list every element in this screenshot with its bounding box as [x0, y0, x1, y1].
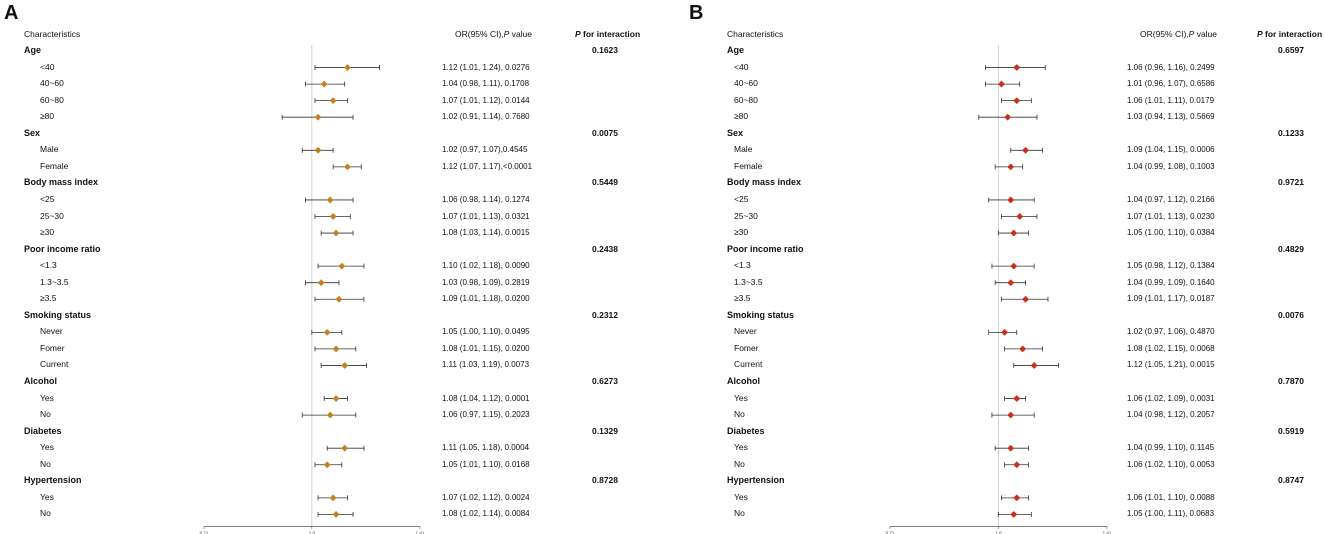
group-label: Diabetes [727, 425, 765, 436]
group-label: Poor income ratio [24, 243, 101, 254]
or-ci-text: 1.10 (1.02, 1.18), 0.0090 [442, 261, 530, 271]
group-label: Hypertension [24, 475, 82, 486]
point-estimate-diamond [1008, 412, 1014, 418]
or-ci-text: 1.07 (1.02, 1.12), 0.0024 [442, 492, 530, 502]
or-ci-text: 1.04 (0.97, 1.12), 0.2166 [1127, 194, 1215, 204]
point-estimate-diamond [1011, 230, 1017, 236]
subgroup-label: Yes [734, 442, 748, 453]
subgroup-label: Female [40, 160, 69, 171]
point-estimate-diamond [1022, 147, 1028, 153]
group-label: Age [727, 45, 745, 55]
point-estimate-diamond [1008, 197, 1014, 203]
point-estimate-diamond [1008, 164, 1014, 170]
group-label: Poor income ratio [727, 243, 804, 254]
point-estimate-diamond [1001, 329, 1007, 335]
x-axis-tick-label: 1.0 [995, 530, 1002, 534]
p-interaction-value: 0.9721 [1278, 177, 1304, 188]
subgroup-label: No [40, 409, 51, 420]
subgroup-label: Never [734, 326, 757, 337]
subgroup-label: No [734, 409, 745, 420]
header-characteristics: Characteristics [24, 29, 81, 39]
p-interaction-value: 0.8747 [1278, 475, 1304, 486]
or-ci-text: 1.04 (0.98, 1.12), 0.2057 [1127, 410, 1215, 420]
x-axis-tick-label: 1.0 [308, 530, 315, 534]
x-axis-tick-label: 1.41 [1102, 530, 1112, 534]
group-label: Smoking status [24, 309, 92, 320]
header-pint-italic: P [1257, 29, 1263, 39]
subgroup-label: 40~60 [734, 78, 758, 89]
header-pint-suffix: for interaction [1262, 29, 1323, 39]
or-ci-text: 1.12 (1.05, 1.21), 0.0015 [1127, 360, 1215, 370]
subgroup-label: 25~30 [734, 210, 758, 221]
group-label: Hypertension [727, 475, 785, 486]
p-interaction-value: 0.2312 [592, 309, 618, 320]
subgroup-label: Fomer [734, 342, 759, 353]
p-interaction-value: 0.2438 [592, 243, 618, 254]
header-or-text: OR(95% CI), [1140, 29, 1189, 39]
p-interaction-value: 0.4829 [1278, 243, 1304, 254]
point-estimate-diamond [1022, 296, 1028, 302]
or-ci-text: 1.06 (1.02, 1.09), 0.0031 [1127, 393, 1215, 403]
or-ci-text: 1.05 (1.01, 1.10), 0.0168 [442, 459, 530, 469]
subgroup-label: 25~30 [40, 210, 64, 221]
subgroup-label: Yes [40, 392, 54, 403]
subgroup-label: Male [734, 144, 753, 155]
point-estimate-diamond [1014, 395, 1020, 401]
subgroup-label: ≥30 [40, 227, 55, 238]
header-p-suffix: value [509, 29, 533, 39]
or-ci-text: 1.04 (0.99, 1.10), 0.1145 [1127, 443, 1215, 453]
point-estimate-diamond [1011, 511, 1017, 517]
header-pint-italic: P [575, 29, 581, 39]
header-or-text: OR(95% CI), [455, 29, 504, 39]
subgroup-label: <1.3 [734, 260, 751, 271]
group-label: Alcohol [727, 376, 760, 386]
x-axis-tick-label: 1.41 [415, 530, 425, 534]
or-ci-text: 1.05 (0.98, 1.12), 0.1384 [1127, 261, 1215, 271]
or-ci-text: 1.02 (0.97, 1.07),0.4545 [442, 145, 528, 155]
or-ci-text: 1.05 (1.00, 1.10), 0.0495 [442, 327, 530, 337]
group-label: Body mass index [24, 177, 99, 188]
p-interaction-value: 0.1623 [592, 45, 618, 55]
or-ci-text: 1.01 (0.96, 1.07), 0.6586 [1127, 79, 1215, 89]
p-interaction-value: 0.6597 [1278, 45, 1304, 55]
p-interaction-value: 0.8728 [592, 475, 618, 486]
subgroup-label: ≥30 [734, 227, 749, 238]
p-interaction-value: 0.0076 [1278, 309, 1304, 320]
p-interaction-value: 0.7870 [1278, 376, 1304, 386]
or-ci-text: 1.08 (1.02, 1.14), 0.0084 [442, 509, 530, 519]
point-estimate-diamond [1019, 346, 1025, 352]
p-interaction-value: 0.6273 [592, 376, 618, 386]
point-estimate-diamond [1014, 97, 1020, 103]
p-interaction-value: 0.5919 [1278, 425, 1304, 436]
subgroup-label: Current [734, 359, 763, 370]
panel-label: A [4, 2, 19, 24]
or-ci-text: 1.08 (1.01, 1.15), 0.0200 [442, 343, 530, 353]
subgroup-label: No [40, 508, 51, 519]
or-ci-text: 1.12 (1.01, 1.24), 0.0276 [442, 62, 530, 72]
subgroup-label: Yes [40, 442, 54, 453]
p-interaction-value: 0.1329 [592, 425, 618, 436]
subgroup-label: ≥80 [40, 111, 55, 122]
group-label: Sex [24, 127, 41, 138]
or-ci-text: 1.12 (1.07, 1.17),<0.0001 [442, 161, 533, 171]
or-ci-text: 1.08 (1.02, 1.15), 0.0068 [1127, 343, 1215, 353]
point-estimate-diamond [1004, 114, 1010, 120]
panel-label: B [689, 2, 704, 24]
p-interaction-value: 0.1233 [1278, 127, 1304, 138]
subgroup-label: ≥3.5 [40, 293, 57, 304]
p-interaction-value: 0.0075 [592, 127, 618, 138]
group-label: Diabetes [24, 425, 62, 436]
point-estimate-diamond [1014, 64, 1020, 70]
or-ci-text: 1.07 (1.01, 1.13), 0.0230 [1127, 211, 1215, 221]
group-label: Age [24, 45, 42, 55]
or-ci-text: 1.06 (1.01, 1.10), 0.0088 [1127, 492, 1215, 502]
or-ci-text: 1.04 (0.98, 1.11), 0.1708 [442, 79, 530, 89]
subgroup-label: No [40, 458, 51, 469]
subgroup-label: <40 [734, 61, 749, 72]
subgroup-label: <1.3 [40, 260, 57, 271]
or-ci-text: 1.05 (1.00, 1.10), 0.0384 [1127, 228, 1215, 238]
subgroup-label: <40 [40, 61, 55, 72]
group-label: Body mass index [727, 177, 802, 188]
subgroup-label: <25 [734, 193, 749, 204]
or-ci-text: 1.04 (0.99, 1.09), 0.1640 [1127, 277, 1215, 287]
header-characteristics: Characteristics [727, 29, 784, 39]
or-ci-text: 1.06 (0.97, 1.15), 0.2023 [442, 410, 530, 420]
point-estimate-diamond [1008, 280, 1014, 286]
point-estimate-diamond [1014, 495, 1020, 501]
or-ci-text: 1.05 (1.00, 1.11), 0.0683 [1127, 509, 1215, 519]
p-interaction-value: 0.5449 [592, 177, 618, 188]
header-p-suffix: value [1194, 29, 1218, 39]
or-ci-text: 1.07 (1.01, 1.12), 0.0144 [442, 95, 530, 105]
group-label: Smoking status [727, 309, 795, 320]
subgroup-label: Never [40, 326, 63, 337]
or-ci-text: 1.08 (1.04, 1.12), 0.0001 [442, 393, 530, 403]
subgroup-label: Fomer [40, 342, 65, 353]
subgroup-label: No [734, 458, 745, 469]
subgroup-label: Yes [734, 392, 748, 403]
point-estimate-diamond [1008, 445, 1014, 451]
or-ci-text: 1.11 (1.03, 1.19), 0.0073 [442, 360, 530, 370]
group-label: Sex [727, 127, 744, 138]
point-estimate-diamond [1011, 263, 1017, 269]
point-estimate-diamond [1014, 462, 1020, 468]
subgroup-label: Yes [40, 491, 54, 502]
subgroup-label: 1.3~3.5 [734, 276, 763, 287]
or-ci-text: 1.06 (0.98, 1.14), 0.1274 [442, 194, 530, 204]
subgroup-label: 60~80 [40, 94, 64, 105]
or-ci-text: 1.07 (1.01, 1.13), 0.0321 [442, 211, 530, 221]
subgroup-label: 60~80 [734, 94, 758, 105]
subgroup-label: <25 [40, 193, 55, 204]
subgroup-label: ≥3.5 [734, 293, 751, 304]
or-ci-text: 1.04 (0.99, 1.08), 0.1003 [1127, 161, 1215, 171]
header-pint-suffix: for interaction [580, 29, 641, 39]
or-ci-text: 1.02 (0.97, 1.06), 0.4870 [1127, 327, 1215, 337]
or-ci-text: 1.08 (1.03, 1.14), 0.0015 [442, 228, 530, 238]
or-ci-text: 1.11 (1.05, 1.18), 0.0004 [442, 443, 530, 453]
subgroup-label: Male [40, 144, 59, 155]
group-label: Alcohol [24, 376, 57, 386]
or-ci-text: 1.06 (1.01, 1.11), 0.0179 [1127, 95, 1215, 105]
subgroup-label: 1.3~3.5 [40, 276, 69, 287]
or-ci-text: 1.09 (1.01, 1.18), 0.0200 [442, 294, 530, 304]
or-ci-text: 1.03 (0.94, 1.13), 0.5669 [1127, 112, 1215, 122]
or-ci-text: 1.02 (0.91, 1.14), 0.7680 [442, 112, 530, 122]
x-axis-tick-label: 0.71 [199, 530, 209, 534]
subgroup-label: Yes [734, 491, 748, 502]
point-estimate-diamond [998, 81, 1004, 87]
point-estimate-diamond [1017, 213, 1023, 219]
or-ci-text: 1.06 (0.96, 1.16), 0.2499 [1127, 62, 1215, 72]
subgroup-label: Current [40, 359, 69, 370]
or-ci-text: 1.09 (1.04, 1.15), 0.0006 [1127, 145, 1215, 155]
subgroup-label: No [734, 508, 745, 519]
subgroup-label: ≥80 [734, 111, 749, 122]
header-p-italic: P [503, 29, 510, 39]
or-ci-text: 1.09 (1.01, 1.17), 0.0187 [1127, 294, 1215, 304]
header-p-italic: P [1188, 29, 1195, 39]
point-estimate-diamond [1031, 362, 1037, 368]
x-axis-tick-label: 0.71 [885, 530, 895, 534]
subgroup-label: 40~60 [40, 78, 64, 89]
or-ci-text: 1.06 (1.02, 1.10), 0.0053 [1127, 459, 1215, 469]
or-ci-text: 1.03 (0.98, 1.09), 0.2819 [442, 277, 530, 287]
subgroup-label: Female [734, 160, 763, 171]
